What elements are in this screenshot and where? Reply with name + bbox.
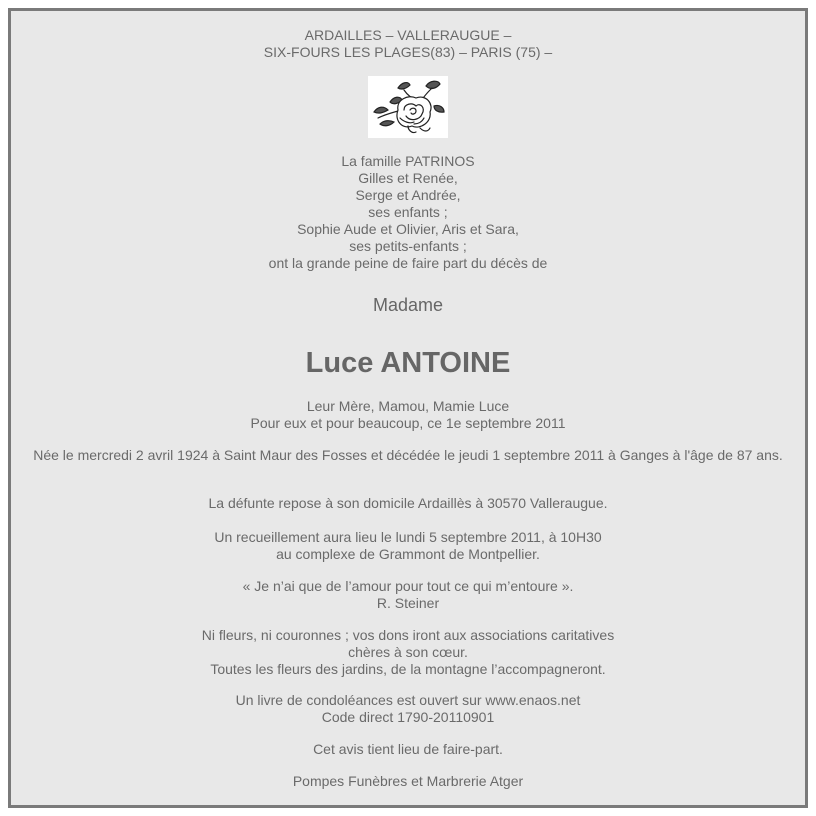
ceremony-line-1: Un recueillement aura lieu le lundi 5 septembre 2011, à 10H30 <box>214 529 602 545</box>
obituary-notice <box>8 8 808 808</box>
flowers-line-2: chères à son cœur. <box>348 644 468 660</box>
family-line: ses enfants ; <box>368 204 448 220</box>
tribute-section <box>11 398 805 432</box>
condolences-line-2: Code direct 1790-20110901 <box>321 709 495 725</box>
notice-section <box>11 741 805 758</box>
tribute-line-2: Pour eux et pour beaucoup, ce 1e septembre 2011 <box>250 415 566 431</box>
condolences-section <box>11 692 805 726</box>
ceremony-section <box>11 529 805 563</box>
ceremony-line-2: au complexe de Grammont de Montpellier. <box>276 546 540 562</box>
rest-text: La défunte repose à son domicile Ardaillès à 30570 Valleraugue. <box>208 495 608 511</box>
flowers-line-1: Ni fleurs, ni couronnes ; vos dons iront aux associations caritatives <box>201 627 615 643</box>
family-line: Sophie Aude et Olivier, Aris et Sara, <box>297 221 519 237</box>
title-madame: Madame <box>372 295 444 315</box>
locations-line-1: ARDAILLES – VALLERAUGUE – <box>304 27 512 43</box>
family-section <box>11 153 805 272</box>
family-line: ses petits-enfants ; <box>349 238 467 254</box>
birth-death-section <box>31 447 785 464</box>
family-line: ont la grande peine de faire part du décès de <box>268 255 548 271</box>
funeral-home-section <box>11 773 805 790</box>
rest-section <box>11 495 805 512</box>
family-line: Serge et Andrée, <box>355 187 461 203</box>
funeral-home-text: Pompes Funèbres et Marbrerie Atger <box>292 773 524 789</box>
quote-author: R. Steiner <box>376 595 440 611</box>
quote-text: « Je n’ai que de l’amour pour tout ce qui m’entoure ». <box>242 578 574 594</box>
locations-line-2: SIX-FOURS LES PLAGES(83) – PARIS (75) – <box>263 44 553 60</box>
birth-death-text: Née le mercredi 2 avril 1924 à Saint Maur des Fosses et décédée le jeudi 1 septembre 2011 à Ganges à l'âge de 87 ans. <box>33 447 783 463</box>
family-line: La famille PATRINOS <box>341 153 475 169</box>
flowers-line-3: Toutes les fleurs des jardins, de la montagne l’accompagneront. <box>210 661 606 677</box>
flowers-section <box>11 627 805 678</box>
deceased-name: Luce ANTOINE <box>305 347 511 379</box>
locations-header <box>11 27 805 61</box>
family-line: Gilles et Renée, <box>358 170 458 186</box>
rose-flower-icon <box>368 76 448 138</box>
tribute-line-1: Leur Mère, Mamou, Mamie Luce <box>306 398 510 414</box>
condolences-line-1: Un livre de condoléances est ouvert sur www.enaos.net <box>235 692 581 708</box>
notice-text: Cet avis tient lieu de faire-part. <box>313 741 503 757</box>
quote-section <box>11 578 805 612</box>
